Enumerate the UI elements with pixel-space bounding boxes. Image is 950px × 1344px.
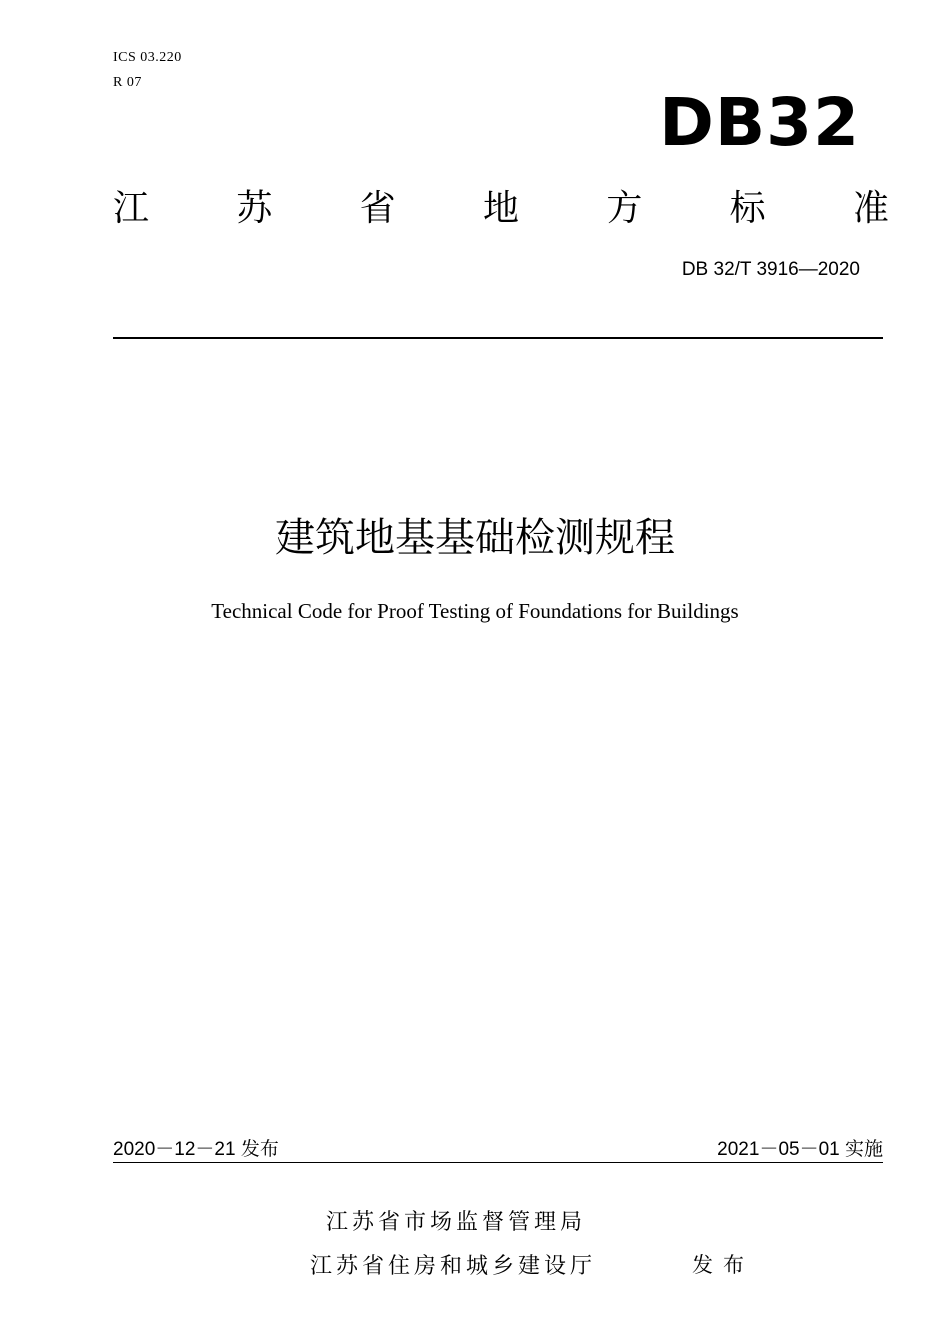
standard-type-char: 准 xyxy=(852,188,889,229)
standard-type-char: 标 xyxy=(729,188,766,229)
top-divider xyxy=(113,337,883,339)
standard-type-char: 苏 xyxy=(236,188,273,229)
bottom-divider xyxy=(113,1162,883,1163)
standard-type-char: 方 xyxy=(606,188,643,229)
db32-logo: DB32 xyxy=(659,84,860,161)
implementation-date: 2021－05－01 实施 xyxy=(717,1139,883,1160)
standard-type-char: 地 xyxy=(482,188,519,229)
document-title-zh: 建筑地基基础检测规程 xyxy=(275,515,675,561)
standard-type-char: 省 xyxy=(359,188,396,229)
document-title-en: Technical Code for Proof Testing of Foundations for Buildings xyxy=(211,599,739,623)
publisher-market-regulation: 江苏省市场监督管理局 xyxy=(326,1210,587,1235)
classification-code: R 07 xyxy=(113,75,142,90)
publish-label: 发布 xyxy=(692,1253,754,1277)
standard-type-char: 江 xyxy=(113,188,150,229)
issue-date: 2020－12－21 发布 xyxy=(113,1139,279,1160)
ics-code: ICS 03.220 xyxy=(113,50,182,65)
publisher-housing-construction: 江苏省住房和城乡建设厅 xyxy=(310,1254,597,1279)
standard-type-title xyxy=(113,186,889,232)
standard-number: DB 32/T 3916—2020 xyxy=(681,259,860,280)
